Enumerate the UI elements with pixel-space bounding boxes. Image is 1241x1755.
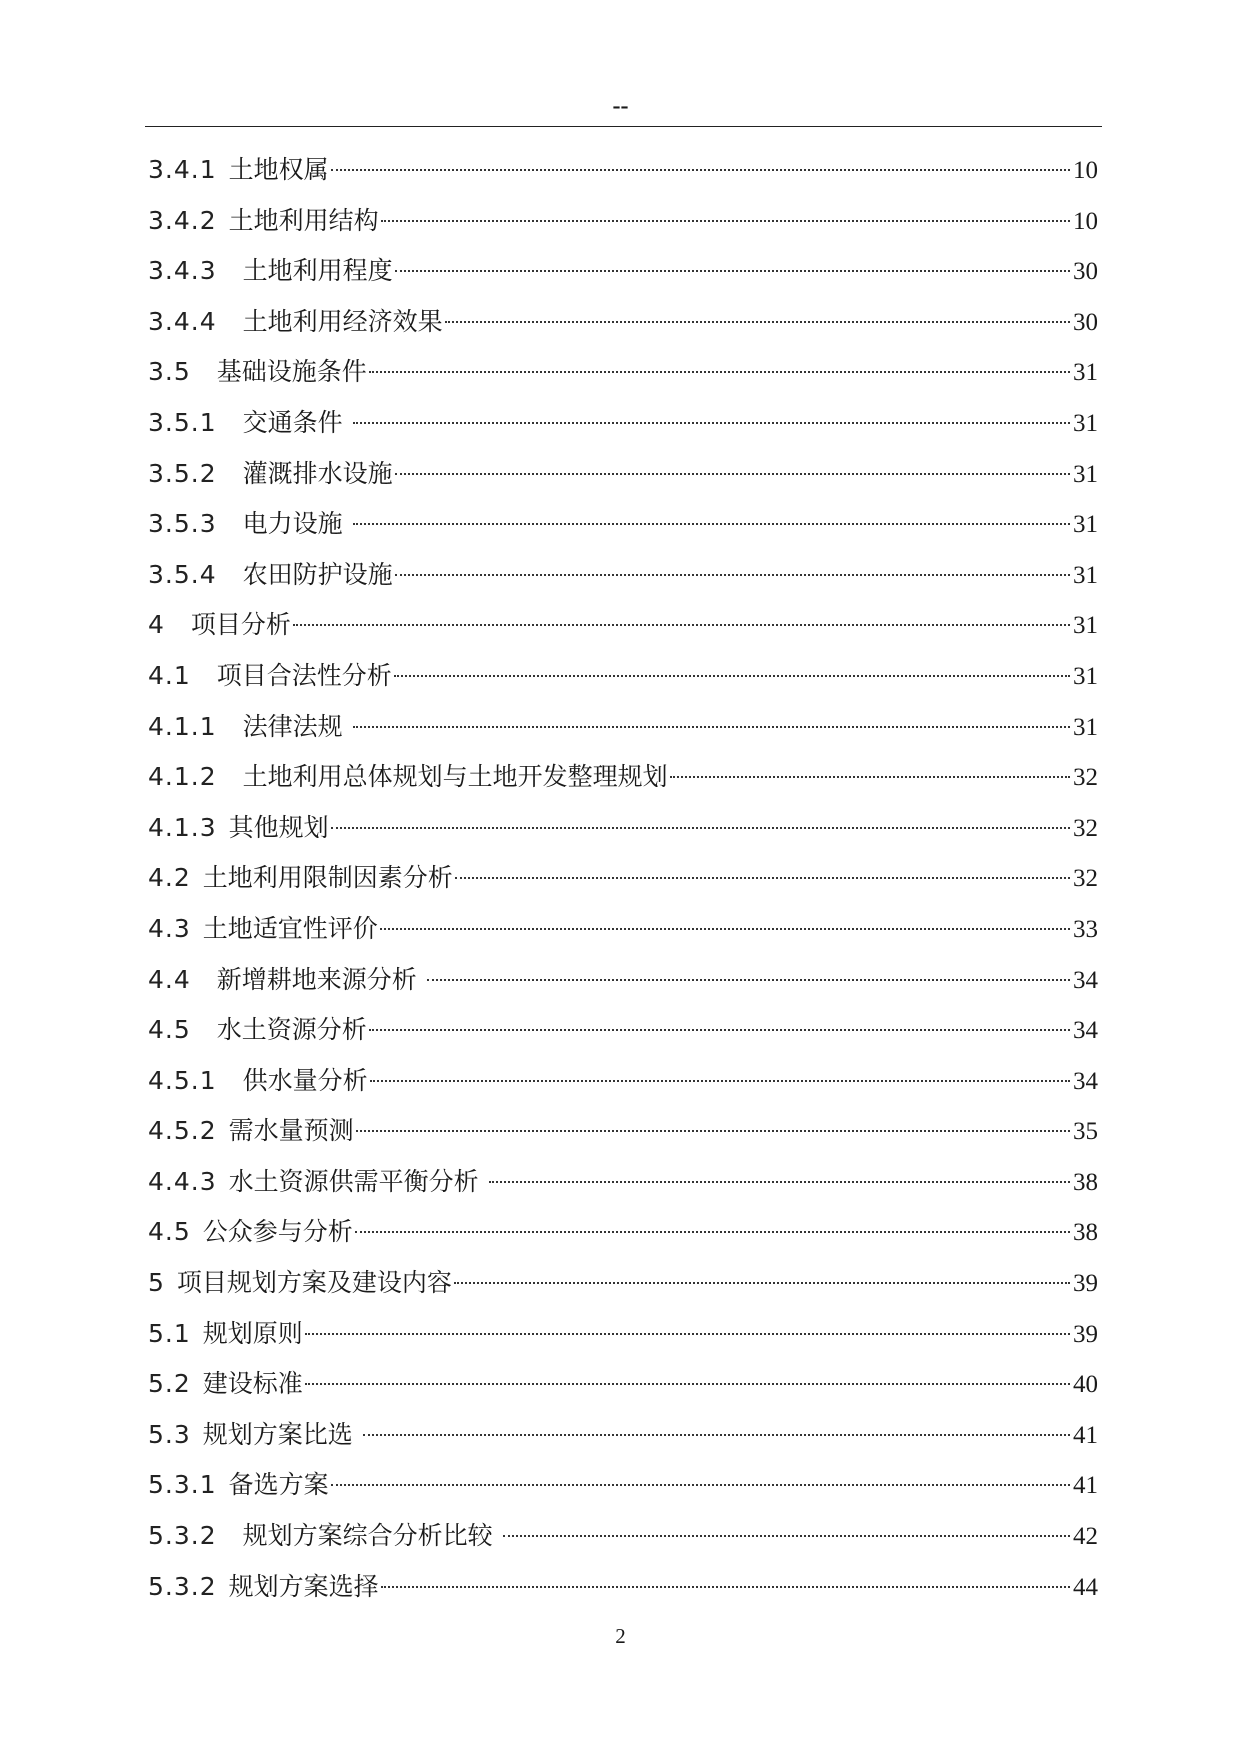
toc-entry-title: 规划方案比选 (202, 1419, 361, 1449)
toc-entry-page: 10 (1073, 207, 1098, 235)
toc-entry-number: 5.1 (148, 1318, 191, 1348)
toc-entry-page: 31 (1073, 561, 1098, 589)
toc-entry[interactable] (148, 196, 1098, 247)
toc-entry[interactable] (148, 1056, 1098, 1107)
toc-entry-number: 4.5.2 (148, 1116, 217, 1146)
toc-entry[interactable] (148, 803, 1098, 854)
toc-entry-number: 3.5.3 (148, 509, 217, 539)
toc-entry[interactable] (148, 1106, 1098, 1157)
toc-entry-title: 规划方案综合分析比较 (242, 1521, 501, 1551)
toc-entry-number: 5.3.2 (148, 1571, 217, 1601)
toc-entry-page: 34 (1073, 1017, 1098, 1045)
toc-dot-leader (394, 675, 1070, 677)
toc-entry[interactable] (148, 246, 1098, 297)
toc-entry-page: 10 (1073, 157, 1098, 184)
toc-entry[interactable] (148, 752, 1098, 803)
toc-entry-page: 33 (1073, 915, 1098, 943)
toc-dot-leader (369, 1029, 1070, 1031)
toc-dot-leader (445, 321, 1070, 323)
toc-entry-title: 土地适宜性评价 (202, 913, 378, 943)
toc-entry-number: 4.5 (148, 1015, 191, 1045)
toc-entry-page: 31 (1073, 511, 1098, 539)
toc-entry[interactable] (148, 955, 1098, 1006)
toc-entry-number: 5.2 (148, 1369, 191, 1399)
toc-dot-leader (331, 827, 1070, 829)
toc-entry-page: 30 (1073, 308, 1098, 336)
toc-dot-leader (503, 1535, 1070, 1537)
toc-entry-page: 32 (1073, 814, 1098, 842)
toc-entry[interactable] (148, 1359, 1098, 1410)
toc-entry-title: 建设标准 (202, 1369, 303, 1399)
toc-entry-title: 土地利用限制因素分析 (202, 863, 453, 893)
toc-entry[interactable] (148, 550, 1098, 601)
toc-entry-number: 5.3.2 (148, 1521, 217, 1551)
toc-dot-leader (454, 1282, 1070, 1284)
toc-entry-title: 电力设施 (242, 509, 351, 539)
toc-entry-title: 基础设施条件 (216, 357, 367, 387)
toc-entry-page: 31 (1073, 460, 1098, 488)
toc-entry-number: 3.5.2 (148, 458, 217, 488)
toc-entry-page: 31 (1073, 612, 1098, 640)
toc-entry[interactable] (148, 347, 1098, 398)
toc-dot-leader (353, 523, 1070, 525)
toc-entry-page: 34 (1073, 1067, 1098, 1095)
toc-entry-page: 31 (1073, 713, 1098, 741)
toc-entry-number: 3.5.1 (148, 407, 217, 437)
toc-entry-title: 新增耕地来源分析 (216, 964, 425, 994)
toc-dot-leader (395, 473, 1070, 475)
toc-entry-number: 5.3 (148, 1419, 191, 1449)
toc-entry[interactable] (148, 297, 1098, 348)
toc-entry-number: 5 (148, 1268, 165, 1298)
page-number: 2 (615, 1624, 626, 1648)
toc-dot-leader (380, 928, 1070, 930)
toc-entry-page: 34 (1073, 966, 1098, 994)
toc-entry-number: 4.2 (148, 863, 191, 893)
toc-entry-title: 农田防护设施 (242, 559, 393, 589)
toc-dot-leader (353, 726, 1070, 728)
toc-entry[interactable] (148, 1157, 1098, 1208)
toc-entry-number: 3.4.1 (148, 155, 217, 184)
toc-entry-page: 31 (1073, 409, 1098, 437)
toc-entry-page: 44 (1073, 1573, 1098, 1601)
toc-entry-title: 土地权属 (228, 155, 329, 184)
table-of-contents (148, 145, 1098, 1612)
toc-entry[interactable] (148, 1258, 1098, 1309)
toc-dot-leader (293, 624, 1070, 626)
toc-entry-number: 4.1.2 (148, 762, 217, 792)
toc-entry-number: 4.1.3 (148, 812, 217, 842)
toc-entry-number: 5.3.1 (148, 1470, 217, 1500)
toc-entry-title: 法律法规 (242, 711, 351, 741)
toc-entry-title: 其他规划 (228, 812, 329, 842)
toc-entry-title: 土地利用经济效果 (242, 306, 443, 336)
toc-entry-title: 公众参与分析 (202, 1217, 353, 1247)
toc-entry-number: 4.4.3 (148, 1166, 217, 1196)
toc-entry-title: 备选方案 (228, 1470, 329, 1500)
toc-dot-leader (305, 1383, 1070, 1385)
toc-dot-leader (331, 1484, 1070, 1486)
toc-entry-page: 31 (1073, 662, 1098, 690)
toc-entry-number: 4.5.1 (148, 1065, 217, 1095)
toc-entry[interactable] (148, 853, 1098, 904)
toc-entry[interactable] (148, 600, 1098, 651)
toc-entry-number: 4.1.1 (148, 711, 217, 741)
toc-entry[interactable] (148, 1207, 1098, 1258)
toc-entry-number: 4.3 (148, 913, 191, 943)
toc-entry-number: 4 (148, 610, 165, 640)
toc-entry-title: 土地利用程度 (242, 256, 393, 286)
toc-entry-title: 项目合法性分析 (216, 660, 392, 690)
toc-entry[interactable] (148, 145, 1098, 196)
toc-entry-number: 3.4.4 (148, 306, 217, 336)
toc-entry-number: 3.5 (148, 357, 191, 387)
toc-dot-leader (381, 220, 1070, 222)
toc-entry-title: 规划方案选择 (228, 1571, 379, 1601)
toc-entry-number: 3.4.2 (148, 205, 217, 235)
toc-entry-page: 39 (1073, 1320, 1098, 1348)
toc-entry-title: 水土资源供需平衡分析 (228, 1166, 487, 1196)
toc-entry-page: 42 (1073, 1523, 1098, 1551)
toc-entry[interactable] (148, 499, 1098, 550)
toc-dot-leader (489, 1181, 1070, 1183)
toc-entry[interactable] (148, 1309, 1098, 1360)
toc-entry[interactable] (148, 449, 1098, 500)
toc-entry-page: 38 (1073, 1168, 1098, 1196)
toc-dot-leader (356, 1130, 1070, 1132)
toc-entry-page: 35 (1073, 1118, 1098, 1146)
toc-entry-page: 38 (1073, 1219, 1098, 1247)
toc-entry-page: 39 (1073, 1270, 1098, 1298)
header-mark: -- (612, 93, 629, 119)
toc-entry-title: 交通条件 (242, 407, 351, 437)
toc-entry-title: 需水量预测 (228, 1116, 354, 1146)
toc-entry[interactable] (148, 702, 1098, 753)
toc-entry-number: 4.5 (148, 1217, 191, 1247)
toc-entry-page: 32 (1073, 764, 1098, 792)
toc-dot-leader (370, 1080, 1070, 1082)
toc-entry-title: 土地利用总体规划与土地开发整理规划 (242, 762, 668, 792)
toc-entry-number: 4.4 (148, 964, 191, 994)
toc-entry-title: 规划原则 (202, 1318, 303, 1348)
toc-entry-title: 项目分析 (190, 610, 291, 640)
toc-entry-title: 水土资源分析 (216, 1015, 367, 1045)
toc-entry-title: 土地利用结构 (228, 205, 379, 235)
toc-entry-title: 灌溉排水设施 (242, 458, 393, 488)
toc-dot-leader (353, 422, 1070, 424)
toc-entry-number: 3.5.4 (148, 559, 217, 589)
toc-entry[interactable] (148, 1460, 1098, 1511)
toc-dot-leader (363, 1434, 1070, 1436)
toc-entry[interactable] (148, 398, 1098, 449)
toc-entry-page: 41 (1073, 1421, 1098, 1449)
toc-dot-leader (355, 1231, 1070, 1233)
toc-entry[interactable] (148, 1511, 1098, 1562)
header-rule (145, 126, 1102, 127)
toc-dot-leader (331, 169, 1070, 171)
toc-entry-number: 3.4.3 (148, 256, 217, 286)
toc-entry-title: 供水量分析 (242, 1065, 368, 1095)
toc-entry-page: 31 (1073, 359, 1098, 387)
toc-entry-page: 32 (1073, 865, 1098, 893)
toc-dot-leader (381, 1586, 1070, 1588)
toc-entry[interactable] (148, 904, 1098, 955)
toc-entry-page: 40 (1073, 1371, 1098, 1399)
toc-entry-title: 项目规划方案及建设内容 (176, 1268, 452, 1298)
toc-dot-leader (369, 371, 1070, 373)
toc-entry-number: 4.1 (148, 660, 191, 690)
toc-entry-page: 41 (1073, 1472, 1098, 1500)
toc-dot-leader (395, 574, 1070, 576)
toc-entry[interactable] (148, 651, 1098, 702)
toc-entry[interactable] (148, 1562, 1098, 1613)
toc-dot-leader (670, 776, 1070, 778)
toc-entry-page: 30 (1073, 258, 1098, 286)
toc-dot-leader (427, 979, 1070, 981)
toc-dot-leader (455, 877, 1070, 879)
toc-entry[interactable] (148, 1410, 1098, 1461)
toc-dot-leader (305, 1333, 1070, 1335)
toc-dot-leader (395, 270, 1070, 272)
toc-entry[interactable] (148, 1005, 1098, 1056)
